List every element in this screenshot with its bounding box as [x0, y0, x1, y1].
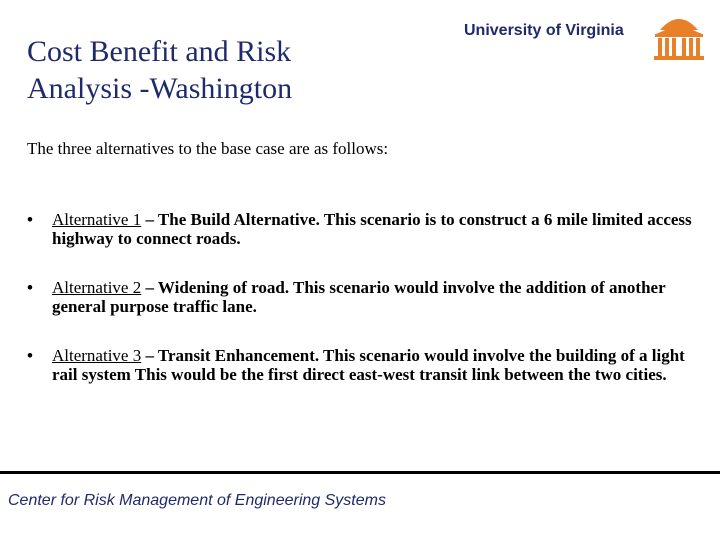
- bullet-icon: •: [27, 346, 33, 365]
- alternative-1-link[interactable]: Alternative 1: [52, 210, 142, 229]
- slide-title: [27, 33, 427, 107]
- footer-text: Center for Risk Management of Engineering Systems: [8, 492, 386, 509]
- alternative-3-text: – Transit Enhancement. This scenario would involve the building of a light rail system This would be the first direct east-west transit link between the two cities.: [52, 346, 685, 384]
- intro-text: The three alternatives to the base case are as follows:: [27, 139, 389, 158]
- footer-divider: [0, 471, 720, 474]
- list-item: [27, 346, 697, 384]
- list-item: [27, 278, 697, 316]
- title-line-1: Cost Benefit and Risk: [27, 35, 292, 68]
- alternative-1-text: – The Build Alternative. This scenario is to construct a 6 mile limited access highway to connect roads.: [52, 210, 692, 248]
- alternative-3-link[interactable]: Alternative 3: [52, 346, 142, 365]
- bullet-icon: •: [27, 210, 33, 229]
- alternatives-list: [27, 210, 697, 414]
- bullet-icon: •: [27, 278, 33, 297]
- rotunda-icon: [652, 10, 706, 62]
- title-line-2: Analysis -Washington: [27, 72, 293, 105]
- alternative-2-link[interactable]: Alternative 2: [52, 278, 142, 297]
- alternative-2-text: – Widening of road. This scenario would involve the addition of another general purpose traffic lane.: [52, 278, 666, 316]
- list-item: [27, 210, 697, 248]
- university-name: University of Virginia: [464, 22, 624, 39]
